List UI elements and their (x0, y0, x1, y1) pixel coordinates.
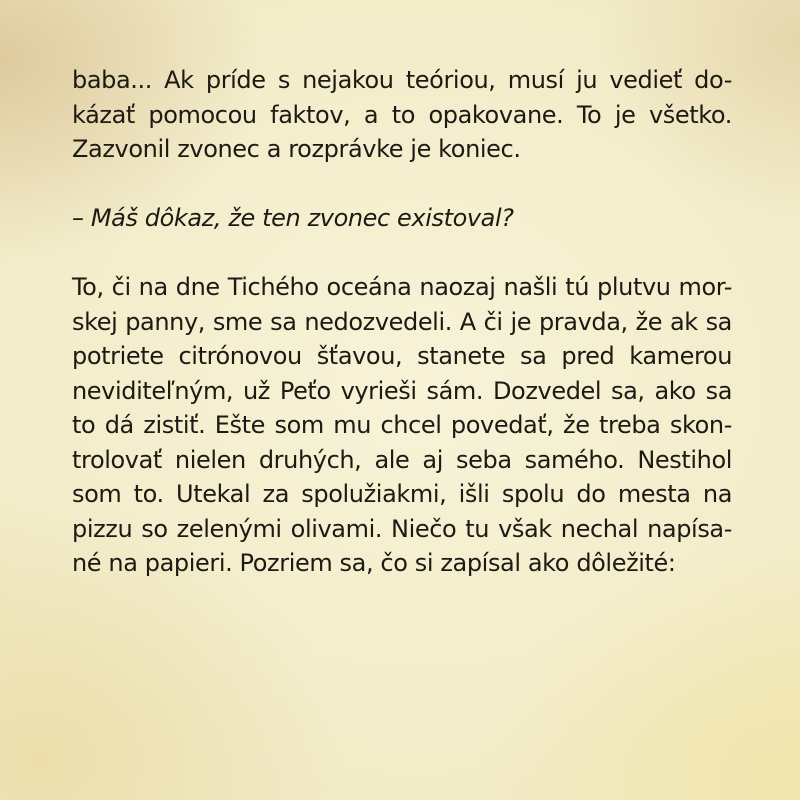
paragraph-spacer (72, 167, 732, 202)
text-line: To, či na dne Tichého oceána naozaj našli tú plutvu mor- (72, 273, 732, 301)
text-line: kázať pomocou faktov, a to opakovane. To je všetko. (72, 100, 732, 129)
text-line: pizzu so zelenými olivami. Niečo tu však nechal napísa- (72, 514, 732, 543)
text-line: né na papieri. Pozriem sa, čo si zapísal ako dôležité: (72, 549, 676, 577)
text-line: som to. Utekal za spolužiakmi, išli spolu do mesta na (72, 480, 732, 508)
paragraph-2 (72, 270, 732, 581)
paragraph-spacer (72, 236, 732, 271)
text-line: potriete citrónovou šťavou, stanete sa pred kamerou (72, 342, 732, 370)
dialogue-paragraph (72, 201, 732, 236)
text-line: trolovať nielen druhých, ale aj seba samého. Nestihol (72, 445, 732, 474)
text-line: skej panny, sme sa nedozvedeli. A či je pravda, že ak sa (72, 307, 732, 336)
paragraph-1 (72, 63, 732, 167)
text-line: to dá zistiť. Ešte som mu chcel povedať, že treba skon- (72, 411, 732, 439)
book-page-text (72, 63, 732, 581)
text-line: baba... Ak príde s nejakou teóriou, musí ju vedieť do- (72, 66, 732, 94)
dialogue-line: – Máš dôkaz, že ten zvonec existoval? (72, 204, 514, 232)
text-line: Zazvonil zvonec a rozprávke je koniec. (72, 135, 521, 163)
text-line: neviditeľným, už Peťo vyrieši sám. Dozvedel sa, ako sa (72, 376, 732, 405)
